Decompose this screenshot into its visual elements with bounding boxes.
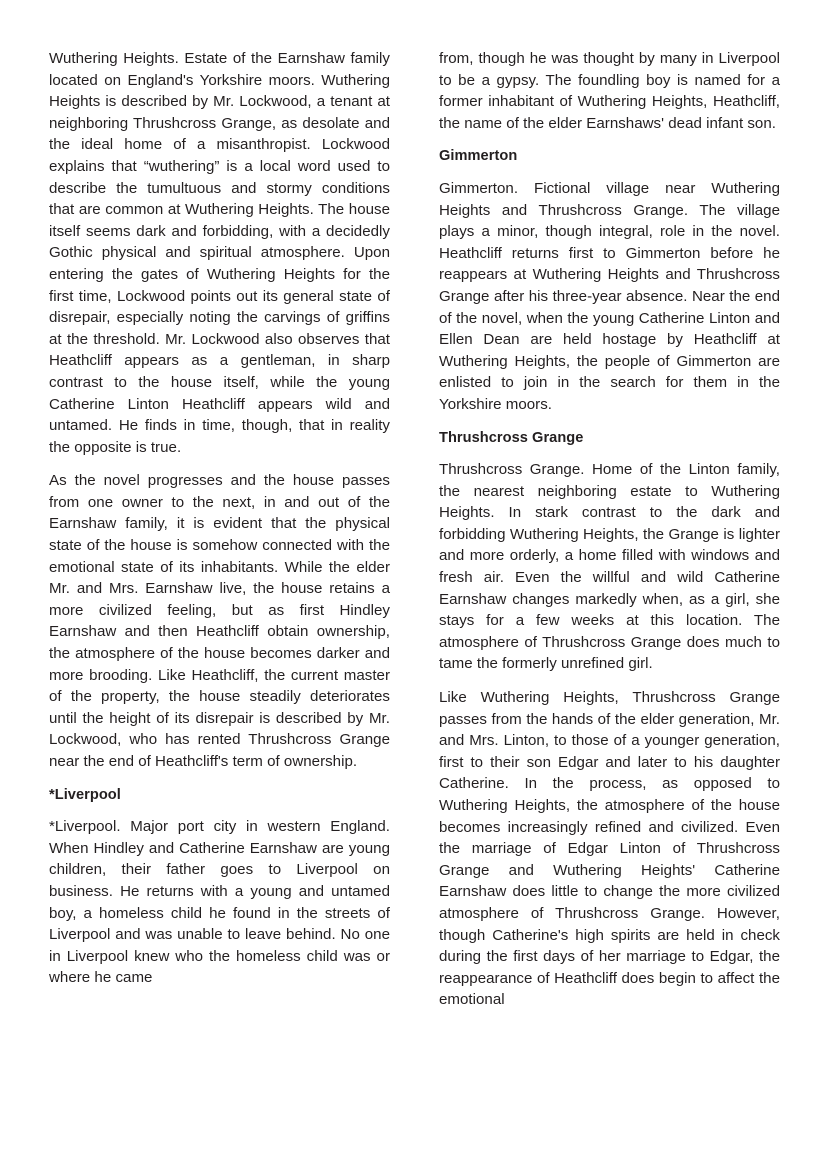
paragraph-wuthering-heights-1: Wuthering Heights. Estate of the Earnshaw family located on England's Yorkshire moors. Wuthering Heights is described by Mr. Lockwood, a tenant at neighboring Thrushcross Grange, as desolate and the ideal home of a misanthropist. Lockwood explains that “wuthering” is a local word used to describe the tumultuous and stormy conditions that are common at Wuthering Heights. The house itself seems dark and forbidding, with a decidedly Gothic physical and spiritual atmosphere. Upon entering the gates of Wuthering Heights for the first time, Lockwood points out its general state of disrepair, especially noting the carvings of griffins at the threshold. Mr. Lockwood also observes that Heathcliff appears as a gentleman, in sharp contrast to the house itself, while the young Catherine Linton Heathcliff appears wild and untamed. He finds in time, though, that in reality the opposite is true. <box>49 50 390 456</box>
heading-gimmerton: Gimmerton <box>439 148 518 165</box>
paragraph-liverpool-1: *Liverpool. Major port city in western England. When Hindley and Catherine Earnshaw are young children, their father goes to Liverpool on business. He returns with a young and untamed boy, a homeless child he found in the streets of Liverpool and was unable to leave behind. No one in Liverpool knew who the homeless child was or where he came <box>49 818 390 987</box>
paragraph-wuthering-heights-2: As the novel progresses and the house passes from one owner to the next, in and out of the Earnshaw family, it is evident that the physical state of the house is somehow connected with the emotional state of its inhabitants. While the elder Mr. and Mrs. Earnshaw live, the house retains a more civilized feeling, but as first Hindley Earnshaw and then Heathcliff obtain ownership, the atmosphere of the house becomes darker and more brooding. Like Heathcliff, the current master of the property, the house steadily deteriorates until the height of its disrepair is described by Mr. Lockwood, who has rented Thrushcross Grange near the end of Heathcliff's term of ownership. <box>49 472 390 770</box>
paragraph-liverpool-continued: from, though he was thought by many in Liverpool to be a gypsy. The foundling boy is named for a former inhabitant of Wuthering Heights, Heathcliff, the name of the elder Earnshaws' dead infant son. <box>439 50 780 132</box>
heading-liverpool: *Liverpool <box>49 786 121 803</box>
paragraph-thrushcross-grange-2: Like Wuthering Heights, Thrushcross Grange passes from the hands of the elder generation, Mr. and Mrs. Linton, to those of a younger generation, first to their son Edgar and later to his daughter Catherine. In the process, as opposed to Wuthering Heights, the atmosphere of the house becomes increasingly refined and civilized. Even the marriage of Edgar Linton of Thrushcross Grange and Wuthering Heights' Catherine Earnshaw does little to change the more civilized atmosphere of Thrushcross Grange. However, though Catherine's high spirits are held in check during the first days of her marriage to Edgar, the reappearance of Heathcliff does begin to affect the emotional <box>439 689 780 1009</box>
two-column-layout <box>49 48 779 1131</box>
paragraph-gimmerton-1: Gimmerton. Fictional village near Wuthering Heights and Thrushcross Grange. The village plays a minor, though integral, role in the novel. Heathcliff returns first to Gimmerton before he reappears at Wuthering Heights and Thrushcross Grange after his three-year absence. Near the end of the novel, when the young Catherine Linton and Ellen Dean are held hostage by Heathcliff at Wuthering Heights, the people of Gimmerton are enlisted to join in the search for them in the Yorkshire moors. <box>439 179 780 413</box>
heading-thrushcross-grange: Thrushcross Grange <box>439 429 584 446</box>
right-column <box>439 48 780 1131</box>
paragraph-thrushcross-grange-1: Thrushcross Grange. Home of the Linton family, the nearest neighboring estate to Wuthering Heights. In stark contrast to the dark and forbidding Wuthering Heights, the Grange is lighter and more orderly, a home filled with windows and fresh air. Even the willful and wild Catherine Earnshaw changes markedly when, as a girl, she stays for a few weeks at this location. The atmosphere of Thrushcross Grange does much to tame the formerly unrefined girl. <box>439 461 780 673</box>
left-column <box>49 48 390 1131</box>
